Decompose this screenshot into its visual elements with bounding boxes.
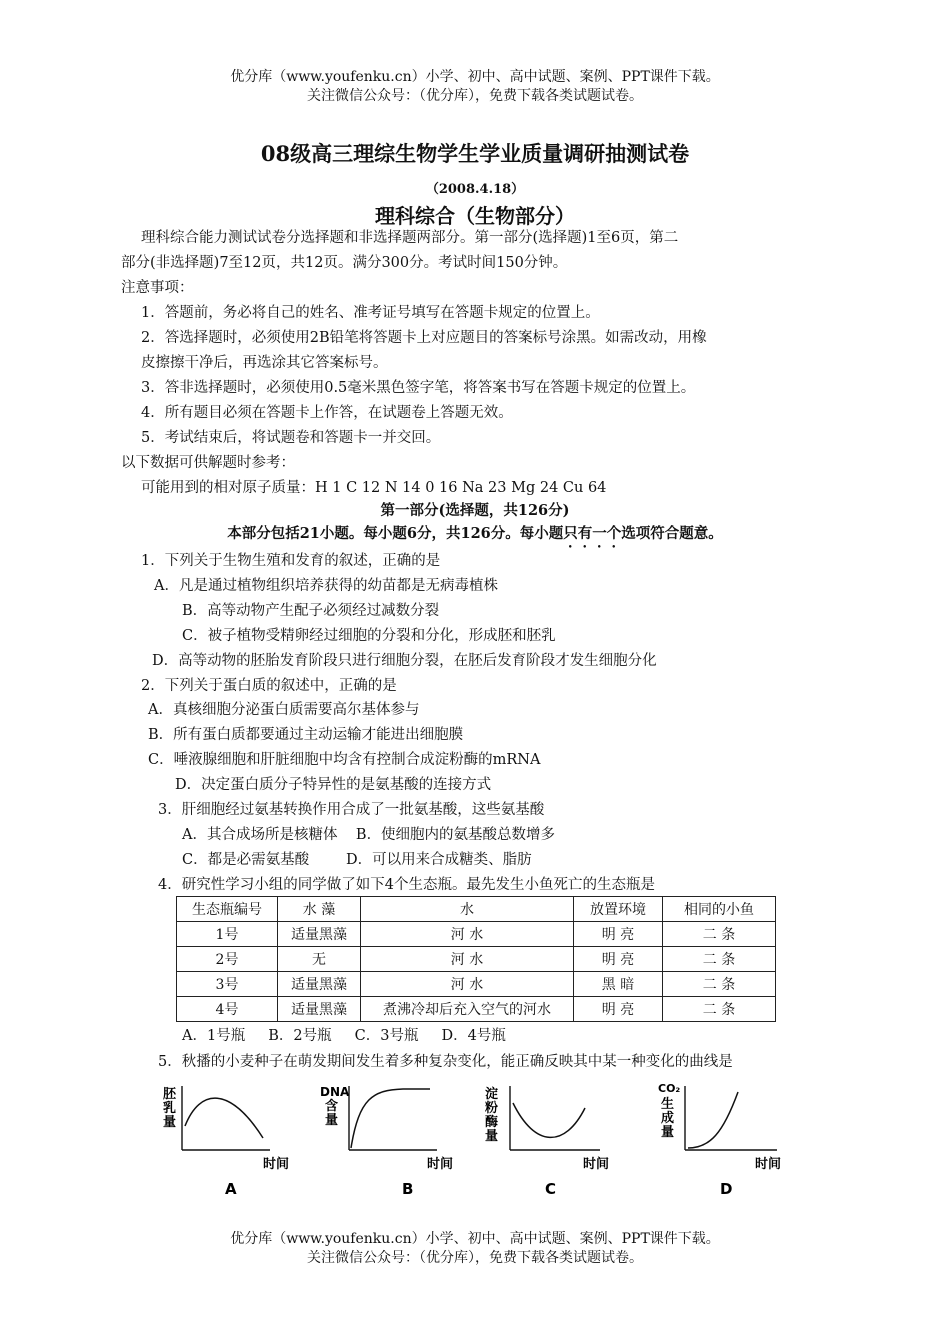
graph-c-ylabel-4: 量 — [485, 1129, 499, 1144]
part1-description: 本部分包括21小题。每小题6分，共126分。每小题只有一个选项符合题意。 — [227, 525, 723, 542]
table-cell: 河 水 — [361, 972, 574, 997]
notice-5: 5．考试结束后，将试题卷和答题卡一并交回。 — [141, 430, 441, 446]
table-header: 水 — [361, 897, 574, 922]
reference-title: 以下数据可供解题时参考： — [121, 455, 295, 471]
notice-2b: 皮擦擦干净后，再选涂其它答案标号。 — [141, 355, 388, 371]
notice-title: 注意事项： — [121, 280, 194, 296]
table-cell: 1号 — [177, 922, 278, 947]
graph-a-curve — [185, 1098, 263, 1138]
graph-d-letter: D — [720, 1180, 733, 1198]
table-cell: 适量黑藻 — [278, 922, 361, 947]
table-cell: 无 — [278, 947, 361, 972]
graph-c-ylabel-1: 淀 — [485, 1087, 499, 1102]
table-row — [177, 947, 776, 972]
q1-option-a: A．凡是通过植物组织培养获得的幼苗都是无病毒植株 — [154, 578, 498, 594]
notice-4: 4．所有题目必须在答题卡上作答，在试题卷上答题无效。 — [141, 405, 513, 421]
graph-c-xlabel: 时间 — [583, 1157, 610, 1172]
table-cell: 适量黑藻 — [278, 997, 361, 1022]
q2-option-a: A．真核细胞分泌蛋白质需要高尔基体参与 — [148, 702, 420, 718]
footer-line-1: 优分库（www.youfenku.cn）小学、初中、高中试题、案例、PPT课件下载。 — [230, 1231, 720, 1247]
q5-stem: 5．秋播的小麦种子在萌发期间发生着多种复杂变化，能正确反映其中某一种变化的曲线是 — [158, 1054, 733, 1070]
q3-stem: 3．肝细胞经过氨基转换作用合成了一批氨基酸，这些氨基酸 — [158, 802, 545, 818]
part1-title: 第一部分(选择题，共126分) — [380, 502, 570, 519]
exam-title: 08级高三理综生物学生学业质量调研抽测试卷 — [260, 141, 690, 166]
q2-stem: 2．下列关于蛋白质的叙述中，正确的是 — [141, 678, 397, 694]
graph-b-letter: B — [402, 1180, 414, 1198]
graph-b-xlabel: 时间 — [427, 1157, 454, 1172]
graph-a — [163, 1086, 289, 1198]
header-line-2: 关注微信公众号：（优分库），免费下载各类试题试卷。 — [307, 88, 643, 104]
atomic-masses: 可能用到的相对原子质量：H 1 C 12 N 14 0 16 Na 23 Mg 24 Cu 64 — [141, 480, 607, 496]
intro-line-1: 理科综合能力测试试卷分选择题和非选择题两部分。第一部分(选择题)1至6页，第二 — [141, 230, 679, 246]
graph-a-xlabel: 时间 — [263, 1157, 290, 1172]
q4-options: A．1号瓶 B．2号瓶 C．3号瓶 D．4号瓶 — [182, 1028, 506, 1044]
table-cell: 二 条 — [663, 922, 776, 947]
graph-c — [484, 1086, 609, 1198]
notice-3: 3．答非选择题时，必须使用0.5毫米黑色签字笔，将答案书写在答题卡规定的位置上。 — [141, 380, 696, 396]
intro-line-2: 部分(非选择题)7至12页，共12页。满分300分。考试时间150分钟。 — [121, 255, 568, 271]
graph-d — [658, 1082, 781, 1198]
q2-option-b: B．所有蛋白质都要通过主动运输才能进出细胞膜 — [148, 727, 464, 743]
graph-d-ylabel-2: 生 — [661, 1097, 675, 1112]
graph-b-curve — [351, 1089, 430, 1148]
table-cell: 二 条 — [663, 997, 776, 1022]
table-cell: 二 条 — [663, 947, 776, 972]
q1-option-b: B．高等动物产生配子必须经过减数分裂 — [182, 603, 440, 619]
graph-c-ylabel-2: 粉 — [485, 1101, 499, 1116]
graph-c-ylabel-3: 酶 — [485, 1115, 499, 1130]
graph-a-ylabel-2: 乳 — [163, 1101, 177, 1116]
graph-b-ylabel-2: 含 — [325, 1099, 339, 1114]
ecosystem-bottle-table — [176, 896, 776, 1022]
graph-d-ylabel-1: CO₂ — [658, 1082, 681, 1095]
table-cell: 3号 — [177, 972, 278, 997]
table-cell: 河 水 — [361, 922, 574, 947]
table-cell: 煮沸冷却后充入空气的河水 — [361, 997, 574, 1022]
graph-c-letter: C — [545, 1180, 557, 1198]
graph-d-ylabel-3: 成 — [661, 1111, 675, 1126]
table-header-row — [177, 897, 776, 922]
graph-a-ylabel-3: 量 — [163, 1115, 177, 1130]
table-cell: 4号 — [177, 997, 278, 1022]
table-cell: 二 条 — [663, 972, 776, 997]
q3-options-ab: A．其合成场所是核糖体 B．使细胞内的氨基酸总数增多 — [182, 827, 556, 843]
footer-line-2: 关注微信公众号：（优分库），免费下载各类试题试卷。 — [307, 1250, 643, 1266]
graph-d-ylabel-4: 量 — [661, 1125, 675, 1140]
q4-stem: 4．研究性学习小组的同学做了如下4个生态瓶。最先发生小鱼死亡的生态瓶是 — [158, 877, 655, 893]
q2-option-c: C．唾液腺细胞和肝脏细胞中均含有控制合成淀粉酶的mRNA — [148, 752, 541, 768]
exam-subtitle: 理科综合（生物部分） — [375, 204, 575, 228]
graph-a-ylabel-1: 胚 — [163, 1087, 177, 1102]
graph-d-xlabel: 时间 — [755, 1157, 782, 1172]
table-header: 水 藻 — [278, 897, 361, 922]
q5-graphs — [155, 1078, 815, 1200]
table-cell: 明 亮 — [574, 997, 663, 1022]
table-cell: 适量黑藻 — [278, 972, 361, 997]
header-line-1: 优分库（www.youfenku.cn）小学、初中、高中试题、案例、PPT课件下载。 — [230, 69, 720, 85]
graph-c-curve — [513, 1103, 585, 1137]
graph-b-ylabel-3: 量 — [325, 1113, 339, 1128]
table-row — [177, 922, 776, 947]
table-row — [177, 997, 776, 1022]
q1-stem: 1．下列关于生物生殖和发育的叙述，正确的是 — [141, 553, 441, 569]
table-header: 放置环境 — [574, 897, 663, 922]
q2-option-d: D．决定蛋白质分子特异性的是氨基酸的连接方式 — [175, 777, 492, 793]
table-cell: 黑 暗 — [574, 972, 663, 997]
graph-b-ylabel-1: DNA — [320, 1085, 350, 1099]
q1-option-c: C．被子植物受精卵经过细胞的分裂和分化，形成胚和胚乳 — [182, 628, 556, 644]
table-cell: 明 亮 — [574, 922, 663, 947]
q1-option-d: D．高等动物的胚胎发育阶段只进行细胞分裂，在胚后发育阶段才发生细胞分化 — [152, 653, 657, 669]
q3-options-cd: C．都是必需氨基酸 D．可以用来合成糖类、脂肪 — [182, 852, 532, 868]
notice-1: 1．答题前，务必将自己的姓名、准考证号填写在答题卡规定的位置上。 — [141, 305, 600, 321]
graph-b — [320, 1085, 453, 1198]
table-cell: 2号 — [177, 947, 278, 972]
table-header: 生态瓶编号 — [177, 897, 278, 922]
exam-date: （2008.4.18） — [425, 182, 525, 197]
table-row — [177, 972, 776, 997]
table-cell: 河 水 — [361, 947, 574, 972]
graph-d-curve — [688, 1092, 738, 1148]
notice-2a: 2．答选择题时，必须使用2B铅笔将答题卡上对应题目的答案标号涂黑。如需改动，用橡 — [141, 330, 707, 346]
graph-a-letter: A — [225, 1180, 237, 1198]
emphasis-dots: 只有一个 — [563, 525, 622, 542]
table-header: 相同的小鱼 — [663, 897, 776, 922]
table-cell: 明 亮 — [574, 947, 663, 972]
